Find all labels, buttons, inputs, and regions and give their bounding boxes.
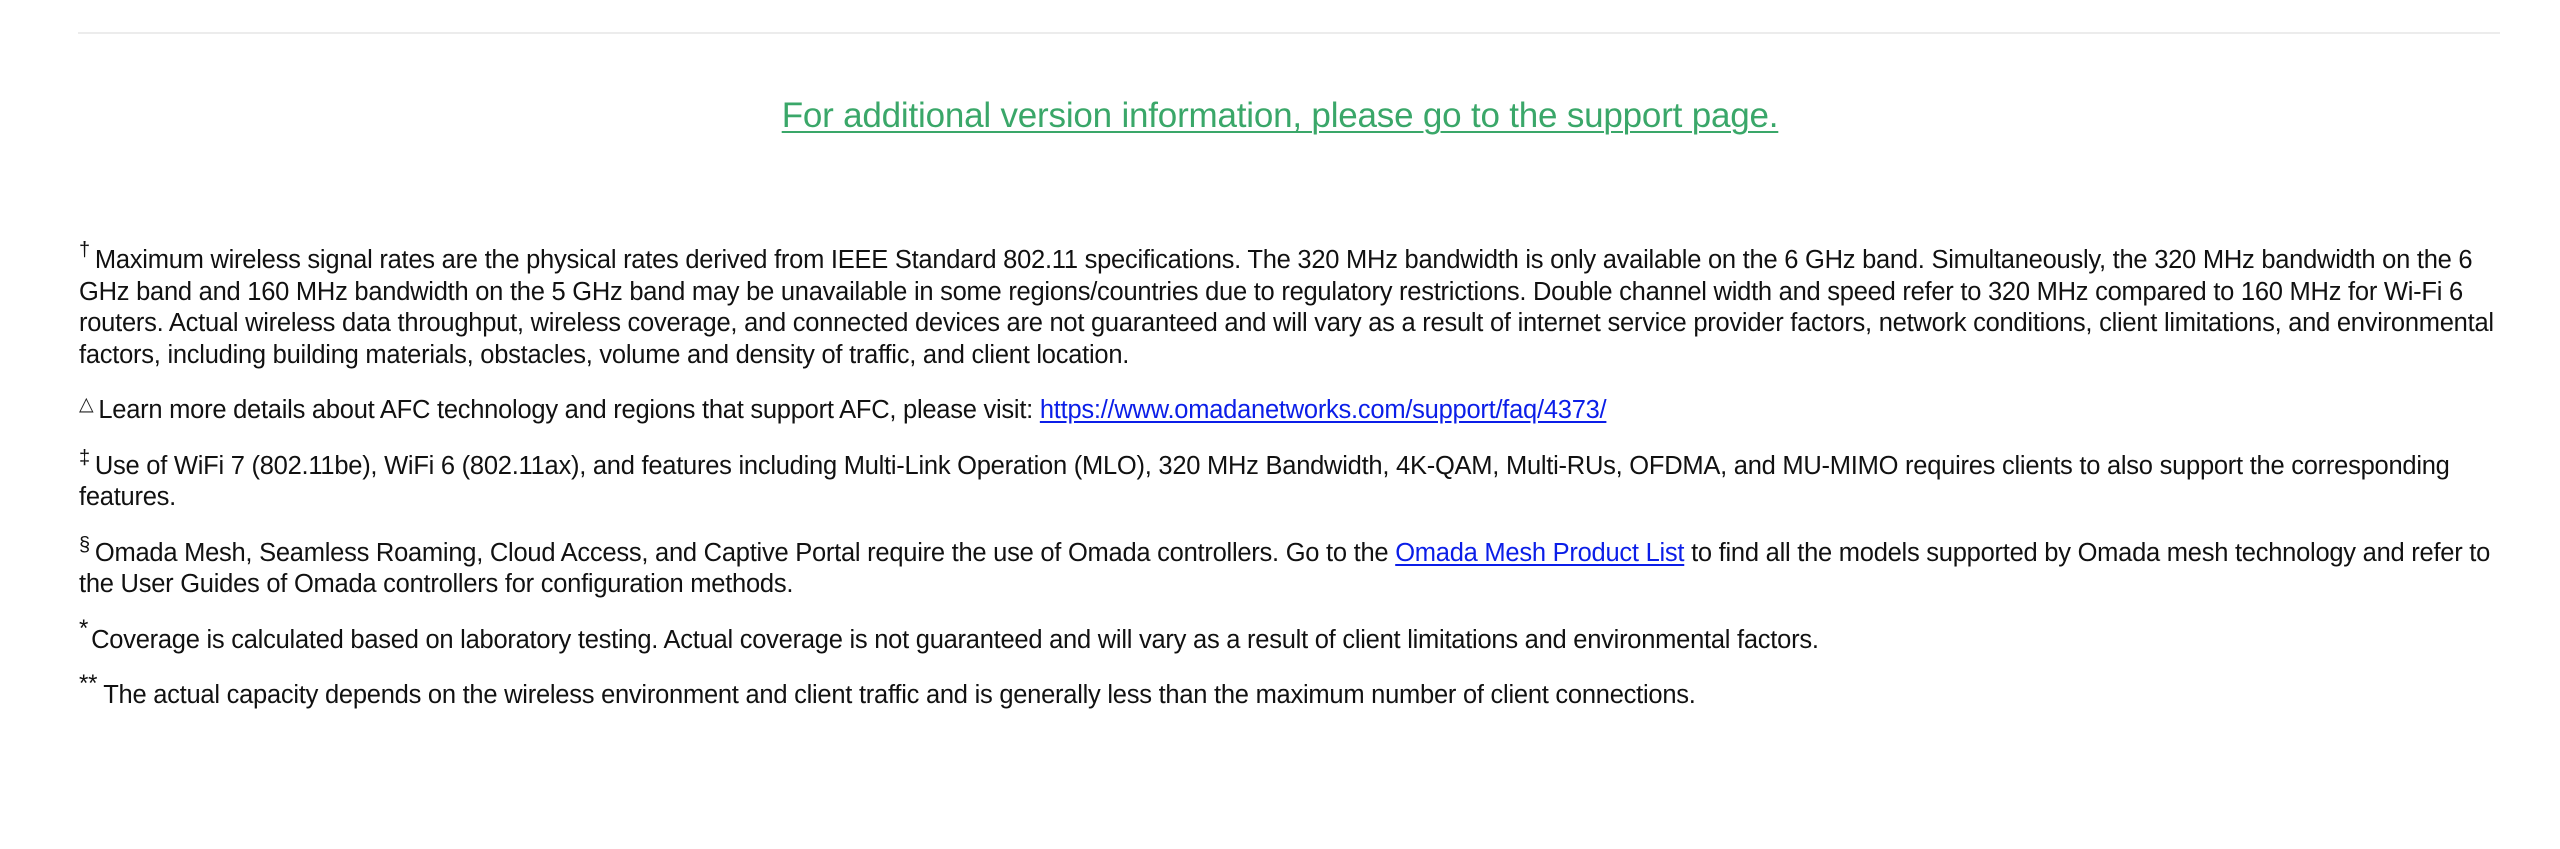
section-mark: § [79,533,90,556]
asterisk-mark: * [79,614,89,642]
double-asterisk-mark: ** [79,670,98,697]
double-dagger-mark: ‡ [79,446,90,469]
footnote-double-asterisk-text: The actual capacity depends on the wireless environment and client traffic and is generally less than the maximum number of client connections. [103,681,1696,709]
top-divider [78,32,2500,34]
footnote-double-asterisk [79,670,2499,712]
footnote-dagger-text: Maximum wireless signal rates are the physical rates derived from IEEE Standard 802.11 specifications. The 320 MHz bandwidth is only available on the 6 GHz band. Simultaneously, the 320 MHz bandwidth on the 6 GHz band and 160 MHz bandwidth on the 5 GHz band may be unavailable in some regions/countries due to regulatory restrictions. Double channel width and speed refer to 320 MHz compared to 160 MHz for Wi-Fi 6 routers. Actual wireless data throughput, wireless coverage, and connected devices are not guaranteed and will vary as a result of internet service provider factors, network conditions, client limitations, and environmental factors, including building materials, obstacles, volume and density of traffic, and client location. [79,246,2494,369]
triangle-mark: △ [79,394,94,415]
footnote-asterisk [79,614,2499,657]
omada-mesh-product-list-link[interactable]: Omada Mesh Product List [1395,538,1685,567]
footnote-section-text-before: Omada Mesh, Seamless Roaming, Cloud Access, and Captive Portal require the use of Omada controllers. Go to the [94,538,1396,567]
footnote-section [79,533,2499,601]
footnotes-section [79,239,2499,712]
afc-faq-link[interactable]: https://www.omadanetworks.com/support/faq/4373/ [1039,396,1607,424]
support-link-container [0,96,2560,136]
footnote-double-dagger [79,446,2499,514]
support-page-link[interactable]: For additional version information, please go to the support page. [781,96,1779,135]
footnote-double-dagger-text: Use of WiFi 7 (802.11be), WiFi 6 (802.11ax), and features including Multi-Link Operation (MLO), 320 MHz Bandwidth, 4K-QAM, Multi-RUs, OFDMA, and MU-MIMO requires clients to also support the corresponding features. [79,451,2450,511]
footnote-afc-text: Learn more details about AFC technology and regions that support AFC, please visit: [98,396,1040,424]
footnote-asterisk-text: Coverage is calculated based on laboratory testing. Actual coverage is not guaranteed and will vary as a result of client limitations and environmental factors. [91,625,1819,654]
footnote-dagger [79,239,2499,371]
footnote-afc [79,395,2499,427]
dagger-mark: † [79,239,90,261]
footnote-section-text-after: to find all the models supported by Omada mesh technology and refer to the User Guides of Omada controllers for configuration methods. [79,538,2491,598]
